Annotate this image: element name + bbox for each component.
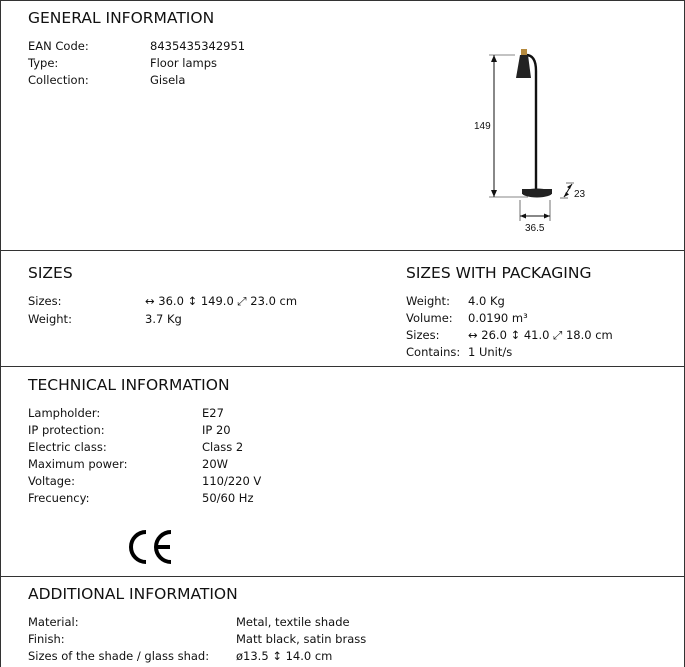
weight-value: 3.7 Kg: [145, 312, 182, 326]
frequency-value: 50/60 Hz: [202, 491, 254, 505]
packaging-weight-value: 4.0 Kg: [468, 294, 505, 308]
packaging-contains-value: 1 Unit/s: [468, 345, 513, 359]
sizes-label: Sizes:: [28, 294, 62, 308]
frame-left-border: [0, 0, 1, 667]
depth-dimension-label: 23: [574, 189, 586, 200]
packaging-contains-label: Contains:: [406, 345, 461, 359]
sizes-with-packaging-heading: SIZES WITH PACKAGING: [406, 264, 592, 282]
electric-class-label: Electric class:: [28, 440, 107, 454]
packaging-volume-label: Volume:: [406, 311, 453, 325]
technical-information-heading: TECHNICAL INFORMATION: [28, 376, 230, 394]
floor-lamp-dimension-diagram: [470, 35, 600, 240]
material-label: Material:: [28, 615, 79, 629]
ce-mark-icon: [126, 528, 176, 566]
collection-label: Collection:: [28, 73, 89, 87]
collection-value: Gisela: [150, 73, 186, 87]
packaging-volume-value: 0.0190 m³: [468, 311, 528, 325]
finish-value: Matt black, satin brass: [236, 632, 367, 646]
ip-protection-label: IP protection:: [28, 423, 105, 437]
type-label: Type:: [28, 56, 59, 70]
shade-sizes-label: Sizes of the shade / glass shad:: [28, 649, 210, 663]
general-information-heading: GENERAL INFORMATION: [28, 9, 215, 27]
lampholder-value: E27: [202, 406, 224, 420]
packaging-sizes-label: Sizes:: [406, 328, 440, 342]
electric-class-value: Class 2: [202, 440, 244, 454]
maximum-power-label: Maximum power:: [28, 457, 128, 471]
weight-label: Weight:: [28, 312, 72, 326]
ip-protection-value: IP 20: [202, 423, 231, 437]
maximum-power-value: 20W: [202, 457, 229, 471]
frequency-label: Frecuency:: [28, 491, 90, 505]
lampholder-label: Lampholder:: [28, 406, 101, 420]
sizes-value: ↔ 36.0 ↕ 149.0 ⤢ 23.0 cm: [145, 294, 298, 308]
shade-sizes-value: ø13.5 ↕ 14.0 cm: [236, 649, 333, 663]
type-value: Floor lamps: [150, 56, 218, 70]
voltage-value: 110/220 V: [202, 474, 262, 488]
finish-label: Finish:: [28, 632, 65, 646]
packaging-weight-label: Weight:: [406, 294, 450, 308]
ean-code-value: 8435435342951: [150, 39, 246, 53]
sizes-heading: SIZES: [28, 264, 73, 282]
divider-top: [0, 0, 685, 1]
voltage-label: Voltage:: [28, 474, 76, 488]
material-value: Metal, textile shade: [236, 615, 350, 629]
base-dimension-label: 36.5: [525, 223, 545, 234]
divider-1: [0, 250, 685, 251]
divider-3: [0, 576, 685, 577]
divider-2: [0, 366, 685, 367]
height-dimension-label: 149: [474, 121, 491, 132]
ean-code-label: EAN Code:: [28, 39, 89, 53]
packaging-sizes-value: ↔ 26.0 ↕ 41.0 ⤢ 18.0 cm: [468, 328, 613, 342]
additional-information-heading: ADDITIONAL INFORMATION: [28, 585, 238, 603]
